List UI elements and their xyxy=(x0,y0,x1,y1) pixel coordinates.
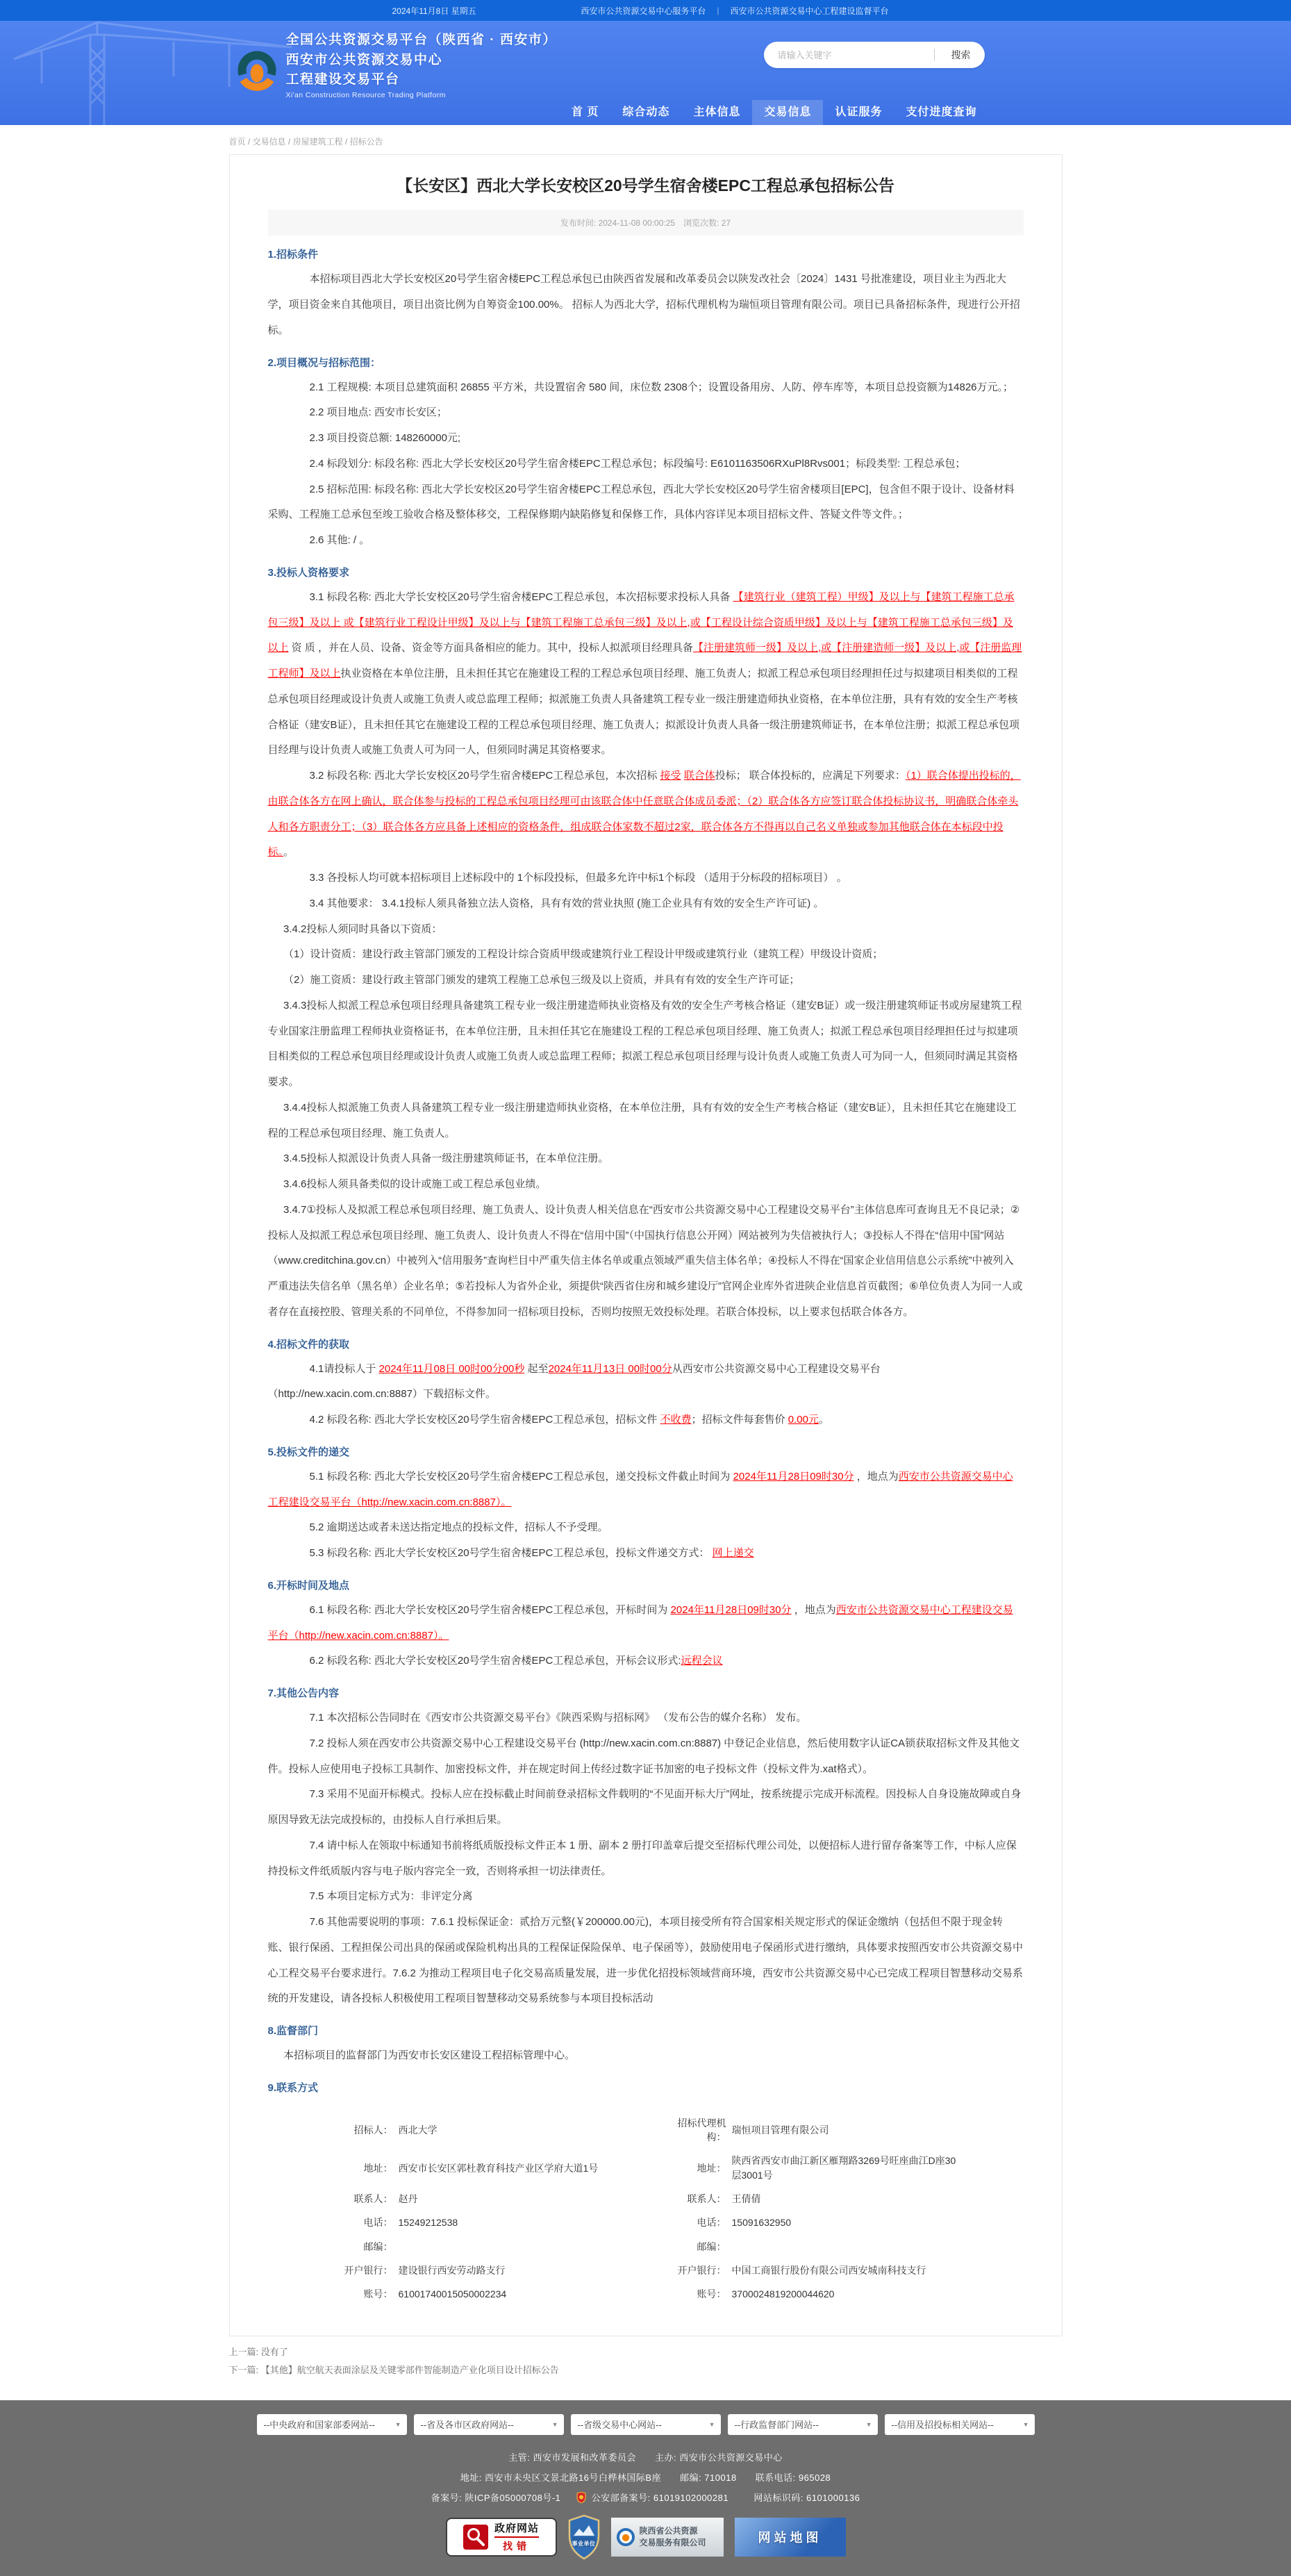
paragraph xyxy=(268,1172,1024,1198)
paragraph xyxy=(268,942,1024,968)
body-text: 3.1 标段名称: 西北大学长安校区20号学生宿舍楼EPC工程总承包，本次招标要求投标人具备 xyxy=(309,591,733,603)
site-title-english: Xi'an Construction Resource Trading Platform xyxy=(285,90,446,99)
body-text: 2.5 招标范围: 标段名称: 西北大学长安校区20号学生宿舍楼EPC工程总承包，西北大学长安校区20号学生宿舍楼项目[EPC]，包含但不限于设计、设备材料采购、工程施工总承包至竣工验收合格及整体移交，工程保修期内缺陷修复和保修工作，具体内容详见本项目招标文件、答疑文件等文件。； xyxy=(267,483,1015,521)
dropdown-label: --省及各市区政府网站-- xyxy=(420,2420,514,2431)
contact-row xyxy=(325,2149,967,2187)
magnifier-icon xyxy=(463,2525,488,2550)
body-text: 3.3 各投标人均可就本招标项目上述标段中的 1个标段投标，但最多允许中标1个标段 （适用于分标段的招标项目） 。 xyxy=(309,872,847,884)
body-text: 2.6 其他: / 。 xyxy=(309,534,370,547)
paragraph xyxy=(268,1649,1024,1674)
section-heading: 3.投标人资格要求 xyxy=(267,566,350,579)
paragraph xyxy=(268,1782,1024,1833)
contact-value: 15091632950 xyxy=(731,2217,792,2229)
paragraph xyxy=(268,1731,1024,1783)
red-link-text[interactable]: 联合体 xyxy=(683,770,715,782)
body-text: 3.4.6投标人须具备类似的设计或施工或工程总承包业绩。 xyxy=(283,1178,547,1191)
search-button[interactable]: 搜索 xyxy=(951,49,971,60)
breadcrumb-item[interactable]: 招标公告 xyxy=(349,137,383,147)
body-text: 2.2 项目地点: 西安市长安区； xyxy=(309,406,447,419)
paragraph xyxy=(268,1407,1024,1433)
body-text: 本招标项目西北大学长安校区20号学生宿舍楼EPC工程总承包已由陕西省发展和改革委员会以陕发改社会〔2024〕1431 号批准建设，项目业主为西北大学，项目资金来自其他项目，项目出资比例为自筹资金100.00%。 招标人为西北大学，招标代理机构为瑞恒项目管理有限公司。项目已具备招标条件，现进行公开招标。 xyxy=(267,273,1020,336)
paragraph xyxy=(268,993,1024,1096)
contact-value: 赵丹 xyxy=(398,2193,418,2205)
section-heading: 1.招标条件 xyxy=(267,249,319,261)
next-article-link[interactable]: 【其他】航空航天表面涂层及关键零部件智能制造产业化项目设计招标公告 xyxy=(260,2364,559,2375)
paragraph xyxy=(268,1515,1024,1541)
contact-row xyxy=(325,2187,967,2211)
contact-value: 61001740015050002234 xyxy=(398,2288,507,2300)
body-text: 从西安市公共资源交易中心工程建设交易平台（http://new.xacin.com.cn:8887）下载招标文件。 xyxy=(267,1362,881,1401)
red-link-text[interactable]: 2024年11月13日 00时00分 xyxy=(548,1362,672,1375)
contact-value xyxy=(728,2235,967,2259)
body-text: 7.4 请中标人在领取中标通知书前将纸质版投标文件正本 1 册、副本 2 册打印盖章后提交至招标代理公司处，以便招标人进行留存备案等工作，中标人应保持投标文件纸质版内容与电子版内容完全一致，否则将承担一切法律责任。 xyxy=(267,1839,1017,1877)
breadcrumb-item[interactable]: 交易信息 xyxy=(252,137,286,147)
footer-address-line: 地址: 西安市未央区文景北路16号白桦林国际B座 邮编: 710018 联系电话: 965028 xyxy=(460,2472,831,2483)
red-link-text[interactable]: 2024年11月28日09时30分 xyxy=(670,1603,792,1616)
paragraph xyxy=(268,1706,1024,1731)
breadcrumb-separator: / xyxy=(285,137,293,147)
current-date: 2024年11月8日 星期五 xyxy=(392,6,476,16)
shield-icon xyxy=(568,2515,600,2559)
paragraph xyxy=(268,917,1024,943)
prev-article: 上一篇: 没有了 xyxy=(228,2346,288,2357)
contact-label: 地址： xyxy=(697,2162,726,2174)
chevron-down-icon: ▼ xyxy=(551,2420,558,2428)
contact-value: 西安市长安区郭杜教育科技产业区学府大道1号 xyxy=(398,2162,599,2174)
contact-label: 邮编： xyxy=(363,2240,393,2252)
badge-company-line1: 陕西省公共资源 xyxy=(639,2526,698,2536)
body-text: 7.3 采用不见面开标模式。投标人应在投标截止时间前登录招标文件载明的“不见面开标大厅”网址，按系统提示完成开标流程。因投标人自身设施故障或自身原因导致无法完成投标的，由投标人自行承担后果。 xyxy=(267,1788,1022,1826)
contact-row xyxy=(325,2259,967,2282)
body-text: 执业资格在本单位注册，且未担任其它在施建设工程的工程总承包项目经理、施工负责人；拟派工程总承包项目经理担任过与拟建项目相类似的工程总承包项目经理或设计负责人或施工负责人或总监理工程师；拟派施工负责人具备建筑工程专业一级注册建造师执业资格，在本单位注册，具有有效的安全生产考核合格证（建安B证），且未担任其它在施建设工程的工程总承包项目经理、施工负责人；拟派设计负责人具备一级注册建筑师证书，在本单位注册；拟派工程总承包项目经理与设计负责人或施工负责人可为同一人，但须同时满足其资格要求。 xyxy=(267,668,1020,757)
contact-label: 联系人： xyxy=(353,2193,393,2205)
body-text: 5.3 标段名称: 西北大学长安校区20号学生宿舍楼EPC工程总承包，投标文件递交方式： xyxy=(309,1547,713,1560)
red-link-text[interactable]: 【建筑行业（建筑工程）甲级】及以上与【建筑工程施工总承包三级】及以上 或【建筑行业工程设计甲级】及以上与【建筑工程施工总承包三级】及以上,或【工程设计综合资质甲级】及以上与【建筑工程施工总承包三级】及以上 xyxy=(267,591,1015,654)
nav-item-首页[interactable]: 首 页 xyxy=(571,106,599,118)
platform-logo xyxy=(238,39,276,96)
badge-company-line2: 交易服务有限公司 xyxy=(639,2537,706,2548)
contact-label: 邮编： xyxy=(697,2240,726,2252)
site-title-line1: 全国公共资源交易平台（陕西省 · 西安市） xyxy=(285,33,557,47)
body-text: 3.4 其他要求： 3.4.1投标人须具备独立法人资格，具有有效的营业执照 (施工企业具有有效的安全生产许可证) 。 xyxy=(309,897,824,909)
red-link-text[interactable]: 2024年11月28日09时30分 xyxy=(733,1470,854,1483)
badge-find-error-text: 找错 xyxy=(502,2541,531,2552)
contact-label: 开户银行： xyxy=(677,2264,726,2276)
chevron-down-icon: ▼ xyxy=(394,2420,401,2428)
site-map-badge[interactable] xyxy=(735,2518,846,2557)
body-text: 7.6 其他需要说明的事项：7.6.1 投标保证金：贰拾万元整(￥200000.00元)，本项目接受所有符合国家相关规定形式的保证金缴纳（包括但不限于现金转账、银行保函、工程担保公司出具的保函或保险机构出具的工程保证保险保单、电子保函等），鼓励使用电子保函形式进行缴纳，具体要求按照西安市公共资源交易中心工程交易平台要求进行。7.6.2 为推动工程项目电子化交易高质量发展，进一步优化招投标领域营商环境，西安市公共资源交易中心已完成工程项目智慧移动交易系统的开发建设，请各投标人积极使用工程项目智慧移动交易系统参与本项目投标活动 xyxy=(267,1916,1024,2005)
footer-link-dropdown[interactable] xyxy=(728,2414,878,2435)
paragraph xyxy=(268,1464,1024,1516)
red-link-text[interactable]: 网上递交 xyxy=(712,1547,754,1560)
chevron-down-icon: ▼ xyxy=(865,2420,872,2428)
body-text: 。 xyxy=(283,846,294,859)
police-record: 公安部备案号: 61019102000281 xyxy=(591,2492,729,2503)
breadcrumb-separator: / xyxy=(245,137,253,147)
footer-record-line xyxy=(0,2491,1291,2504)
search-input[interactable] xyxy=(776,49,930,61)
red-link-text[interactable]: 西安市公共资源交易中心工程建设交易平台（http://new.xacin.com.cn:8887）。 xyxy=(267,1603,1013,1642)
badge-gov-site-text: 政府网站 xyxy=(494,2520,539,2538)
body-text: ，地点为 xyxy=(853,1470,899,1483)
paragraph xyxy=(268,426,1024,452)
body-text: 3.4.4投标人拟派施工负责人具备建筑工程专业一级注册建造师执业资格，在本单位注册，具有有效的安全生产考核合格证（建安B证），且未担任其它在施建设工程的工程总承包项目经理、施工负责人。 xyxy=(267,1101,1017,1139)
paragraph xyxy=(268,1910,1024,2012)
contact-row xyxy=(325,2111,967,2149)
body-text: 3.4.5投标人拟派设计负责人具备一级注册建筑师证书，在本单位注册。 xyxy=(283,1153,609,1165)
nav-item-支付进度查询[interactable]: 支付进度查询 xyxy=(906,106,977,118)
body-text: 本招标项目的监督部门为西安市长安区建设工程招标管理中心。 xyxy=(283,2049,576,2062)
search-divider xyxy=(934,49,935,61)
paragraph xyxy=(268,763,1024,866)
site-header xyxy=(0,21,1291,125)
body-text: 3.4.2投标人须同时具备以下资质： xyxy=(283,923,442,935)
body-text: 7.1 本次招标公告同时在《西安市公共资源交易平台》《陕西采购与招标网》 （发布公告的媒介名称） 发布。 xyxy=(309,1712,807,1724)
link-divider: | xyxy=(717,6,719,15)
paragraph xyxy=(268,585,1024,763)
contact-value: 15249212538 xyxy=(398,2217,458,2229)
contact-label: 招标代理机构： xyxy=(677,2117,726,2143)
paragraph xyxy=(268,400,1024,426)
body-text: 7.2 投标人须在西安市公共资源交易中心工程建设交易平台 (http://new.xacin.com.cn:8887) 中登记企业信息，然后使用数字认证CA锁获取招标文件及其他文件。投标人应使用电子投标工具制作、加密投标文件，并在规定时间上传经过数字证书加密的电子投标文件（投标文件为.xat格式）。 xyxy=(267,1737,1020,1775)
dropdown-label: --行政监督部门网站-- xyxy=(734,2420,819,2431)
contact-row xyxy=(325,2211,967,2234)
contact-value: 瑞恒项目管理有限公司 xyxy=(731,2124,829,2136)
body-text: ；招标文件每套售价 xyxy=(691,1414,788,1426)
body-text: 3.4.7①投标人及拟派工程总承包项目经理、施工负责人、设计负责人相关信息在“西安市公共资源交易中心工程建设交易平台”主体信息库可查询且无不良记录；②投标人及拟派工程总承包项目经理、施工负责人、设计负责人不得在“信用中国”（中国执行信息公开网）网站被列为失信被执行人；③投标人不得在“信用中国”网站（www.creditchina.gov.cn）中被列入“信用服务”查询栏目中严重失信主体名单或重点领域严重失信主体名单；④投标人不得在“国家企业信用信息公示系统”中被列入严重违法失信名单（黑名单）企业名单；⑤若投标人为省外企业，须提供“陕西省住房和城乡建设厅”官网企业库外省进陕企业信息首页截图；⑥单位负责人为同一人或者存在直接控股、管理关系的不同单位，不得参加同一招标项目投标，否则均按照无效投标处理。若联合体投标，以上要求包括联合体各方。 xyxy=(267,1203,1023,1318)
breadcrumb-separator: / xyxy=(342,137,350,147)
announcement-body xyxy=(268,245,1024,2097)
footer-link-dropdown[interactable] xyxy=(257,2414,407,2435)
paragraph xyxy=(268,1541,1024,1567)
site-title-line3: 工程建设交易平台 xyxy=(285,72,400,87)
body-text: 起至 xyxy=(524,1362,549,1375)
body-text: 资 质 ，并在人员、设备、资金等方面具备相应的能力。其中，投标人拟派项目经理具备 xyxy=(288,642,694,654)
red-link-text[interactable]: 西安市公共资源交易中心工程建设交易平台（http://new.xacin.com.cn:8887）。 xyxy=(267,1470,1013,1508)
top-utility-bar xyxy=(0,0,1291,21)
paragraph xyxy=(268,528,1024,554)
publish-meta: 发布时间: 2024-11-08 00:00:25 浏览次数: 27 xyxy=(268,210,1024,236)
body-text: 6.2 标段名称: 西北大学长安校区20号学生宿舍楼EPC工程总承包，开标会议形式: xyxy=(309,1655,681,1667)
paragraph xyxy=(268,477,1024,529)
dropdown-label: --中央政府和国家部委网站-- xyxy=(263,2420,375,2431)
gov-site-error-report-badge[interactable] xyxy=(446,2518,557,2557)
service-platform-link[interactable]: 西安市公共资源交易中心服务平台 xyxy=(581,6,706,16)
icp-record: 备案号: 陕ICP备05000708号-1 xyxy=(431,2492,561,2503)
body-text: 5.2 逾期送达或者未送达指定地点的投标文件，招标人不予受理。 xyxy=(309,1521,608,1534)
contact-label: 联系人： xyxy=(687,2193,726,2205)
footer-badges xyxy=(0,2515,1291,2559)
search-box xyxy=(764,42,985,68)
contact-value: 西北大学 xyxy=(398,2124,438,2136)
paragraph xyxy=(268,1833,1024,1885)
red-link-text[interactable]: 【注册建筑师一级】及以上,或【注册建造师一级】及以上,或【注册监理工程师】及以上 xyxy=(267,642,1022,680)
company-logo-icon xyxy=(617,2528,635,2546)
prev-next-nav xyxy=(229,2343,1063,2379)
contact-value xyxy=(394,2235,633,2259)
footer-dropdowns xyxy=(0,2414,1291,2435)
breadcrumb xyxy=(229,135,1063,147)
body-text: 。 xyxy=(818,1414,829,1426)
body-text: 7.5 本项目定标方式为：非评定分离 xyxy=(309,1890,473,1903)
chevron-down-icon: ▼ xyxy=(708,2420,715,2428)
dropdown-label: --信用及招投标相关网站-- xyxy=(891,2420,994,2431)
red-link-text[interactable]: 2024年11月08日 00时00分00秒 xyxy=(378,1362,525,1375)
body-text: 2.4 标段划分: 标段名称: 西北大学长安校区20号学生宿舍楼EPC工程总承包；标段编号: E6101163506RXuPl8Rvs001；标段类型: 工程总承包； xyxy=(309,457,966,470)
body-text: 6.1 标段名称: 西北大学长安校区20号学生宿舍楼EPC工程总承包，开标时间为 xyxy=(309,1603,671,1616)
section-heading: 7.其他公告内容 xyxy=(267,1687,340,1700)
nav-item-综合动态[interactable]: 综合动态 xyxy=(622,106,670,118)
contact-row xyxy=(325,2282,967,2306)
paragraph xyxy=(268,2043,1024,2069)
red-link-text[interactable]: 不收费 xyxy=(660,1414,692,1426)
paragraph xyxy=(268,968,1024,993)
page-title: 【长安区】西北大学长安校区20号学生宿舍楼EPC工程总承包招标公告 xyxy=(397,176,894,195)
next-article-label: 下一篇: xyxy=(228,2364,261,2375)
paragraph xyxy=(268,1357,1024,1408)
footer-sponsor-line: 主管: 西安市发展和改革委员会 主办: 西安市公共资源交易中心 xyxy=(508,2452,783,2463)
main-nav xyxy=(560,100,989,125)
body-text: 5.1 标段名称: 西北大学长安校区20号学生宿舍楼EPC工程总承包，递交投标文件截止时间为 xyxy=(309,1470,733,1483)
contact-label: 账号： xyxy=(363,2288,393,2300)
supervision-platform-link[interactable]: 西安市公共资源交易中心工程建设监督平台 xyxy=(730,6,889,16)
contact-value: 中国工商银行股份有限公司西安城南科技支行 xyxy=(731,2264,926,2276)
badge-sitemap-text: 网站地图 xyxy=(758,2530,822,2545)
paragraph xyxy=(268,267,1024,343)
footer-link-dropdown[interactable] xyxy=(414,2414,564,2435)
site-title-block xyxy=(286,31,557,99)
body-text: 投标； 联合体投标的，应满足下列要求： xyxy=(715,770,906,782)
contact-label: 招标人： xyxy=(353,2124,393,2136)
body-text: 3.2 标段名称: 西北大学长安校区20号学生宿舍楼EPC工程总承包，本次招标 xyxy=(309,770,660,782)
site-id-code: 网站标识码: 6101000136 xyxy=(753,2492,860,2503)
paragraph xyxy=(268,375,1024,401)
chevron-down-icon: ▼ xyxy=(1022,2420,1029,2428)
red-link-text[interactable]: 0.00元 xyxy=(788,1414,819,1426)
paragraph xyxy=(268,1096,1024,1147)
paragraph xyxy=(268,891,1024,917)
contact-value: 陕西省西安市曲江新区雁翔路3269号旺座曲江D座30层3001号 xyxy=(731,2155,956,2181)
body-text: 2.1 工程规模: 本项目总建筑面积 26855 平方米，共设置宿舍 580 间，床位数 2308个；设置设备用房、人防、停车库等，本项目总投资额为14826万元。； xyxy=(309,381,1014,393)
section-heading: 5.投标文件的递交 xyxy=(267,1446,350,1458)
paragraph xyxy=(268,866,1024,891)
red-link-text[interactable]: （1）联合体提出投标的，由联合体各方在网上确认，联合体参与投标的工程总承包项目经理可由该联合体中任意联合体成员委派；（2）联合体各方应签订联合体投标协议书，明确联合体牵头人和各方职责分工；（3）联合体各方应具备上述相应的资格条件，组成联合体家数不超过2家，联合体各方不得再以自己名义单独或参加其他联合体在本标段中投标。 xyxy=(267,770,1021,859)
contact-value: 3700024819200044620 xyxy=(731,2288,835,2300)
contact-table xyxy=(325,2111,967,2306)
contact-label: 账号： xyxy=(697,2288,726,2300)
contact-label: 电话： xyxy=(363,2217,393,2229)
section-heading: 9.联系方式 xyxy=(267,2081,319,2094)
breadcrumb-item[interactable]: 首页 xyxy=(228,137,246,147)
paragraph xyxy=(268,1884,1024,1910)
red-link-text[interactable]: 接受 xyxy=(660,770,681,782)
body-text: （2）施工资质：建设行政主管部门颁发的建筑工程施工总承包三级及以上资质，并具有有效的安全生产许可证； xyxy=(283,974,800,986)
site-footer xyxy=(0,2400,1291,2576)
dropdown-label: --省级交易中心网站-- xyxy=(577,2420,662,2431)
police-badge-icon xyxy=(576,2492,586,2503)
contact-value: 王倩倩 xyxy=(731,2193,761,2205)
contact-label: 电话： xyxy=(697,2217,726,2229)
section-heading: 4.招标文件的获取 xyxy=(267,1338,350,1351)
body-text: 4.1请投标人于 xyxy=(309,1362,379,1375)
nav-item-交易信息[interactable]: 交易信息 xyxy=(752,100,823,125)
paragraph xyxy=(268,1598,1024,1649)
body-text: ，地点为 xyxy=(791,1603,836,1616)
body-text: 4.2 标段名称: 西北大学长安校区20号学生宿舍楼EPC工程总承包，招标文件 xyxy=(309,1414,660,1426)
paragraph xyxy=(268,452,1024,477)
contact-label: 地址： xyxy=(363,2162,393,2174)
red-link-text[interactable]: 远程会议 xyxy=(681,1655,723,1667)
contact-row xyxy=(325,2235,967,2259)
nav-item-主体信息[interactable]: 主体信息 xyxy=(693,106,741,118)
shaanxi-trading-company-badge[interactable] xyxy=(611,2518,724,2557)
contact-label: 开户银行： xyxy=(344,2264,393,2276)
body-text: （1）设计资质：建设行政主管部门颁发的工程设计综合资质甲级或建筑行业工程设计甲级或建筑行业（建筑工程）甲级设计资质； xyxy=(283,948,883,961)
breadcrumb-item[interactable]: 房屋建筑工程 xyxy=(292,137,343,147)
body-text: 3.4.3投标人拟派工程总承包项目经理具备建筑工程专业一级注册建造师执业资格及有效的安全生产考核合格证（建安B证）或一级注册建筑师证书或房屋建筑工程专业国家注册监理工程师执业资格证书，在本单位注册，且未担任其它在施建设工程的工程总承包项目经理、施工负责人；拟派工程总承包项目经理担任过与拟建项目相类似的工程总承包项目经理或设计负责人或施工负责人或总监理工程师；拟派工程总承包项目经理与设计负责人或施工负责人可为同一人，但须同时满足其资格要求。 xyxy=(267,999,1022,1089)
site-title-line2: 西安市公共资源交易中心 xyxy=(285,52,443,67)
footer-link-dropdown[interactable] xyxy=(571,2414,721,2435)
section-heading: 8.监督部门 xyxy=(267,2025,319,2038)
contact-value: 建设银行西安劳动路支行 xyxy=(398,2264,506,2276)
badge-institution-text: 事业单位 xyxy=(572,2540,596,2547)
public-institution-badge[interactable] xyxy=(568,2515,600,2559)
announcement-card xyxy=(229,154,1063,2336)
section-heading: 2.项目概况与招标范围： xyxy=(267,356,381,369)
nav-item-认证服务[interactable]: 认证服务 xyxy=(835,106,883,118)
section-heading: 6.开标时间及地点 xyxy=(267,1579,350,1592)
body-text: 2.3 项目投资总额: 148260000元; xyxy=(309,432,461,445)
footer-link-dropdown[interactable] xyxy=(885,2414,1035,2435)
paragraph xyxy=(268,1198,1024,1326)
paragraph xyxy=(268,1146,1024,1172)
